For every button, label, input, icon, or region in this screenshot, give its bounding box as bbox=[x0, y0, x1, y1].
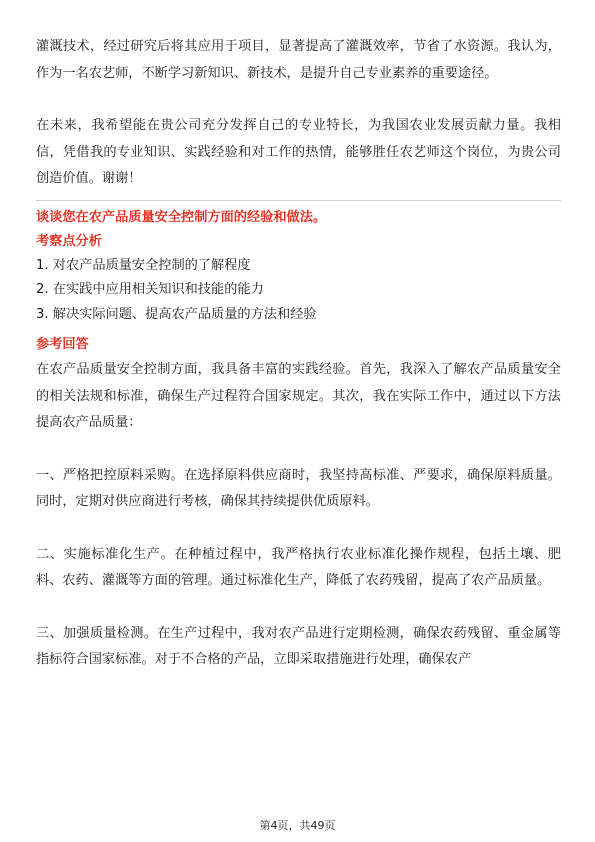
spacer bbox=[36, 595, 561, 621]
question-title: 谈谈您在农产品质量安全控制方面的经验和做法。 bbox=[36, 209, 327, 225]
document-page bbox=[36, 34, 561, 674]
page-number: 第4页，共49页 bbox=[259, 819, 336, 832]
answer-paragraph: 一、严格把控原料采购。在选择原料供应商时，我坚持高标准、严要求，确保原料质量。同时，定期对供应商进行考核，确保其持续提供优质原料。 bbox=[36, 467, 561, 509]
analysis-heading: 考察点分析 bbox=[36, 233, 102, 249]
intro-paragraph-2: 在未来，我希望能在贵公司充分发挥自己的专业特长，为我国农业发展贡献力量。我相信，凭借我的专业知识、实践经验和对工作的热情，能够胜任农艺师这个岗位，为贵公司创造价值。谢谢！ bbox=[36, 118, 561, 186]
answer-paragraph: 在农产品质量安全控制方面，我具备丰富的实践经验。首先，我深入了解农产品质量安全的相关法规和标准，确保生产过程符合国家规定。其次，我在实际工作中，通过以下方法提高农产品质量： bbox=[36, 362, 561, 430]
spacer bbox=[36, 437, 561, 463]
analysis-point: 3. 解决实际问题、提高农产品质量的方法和经验 bbox=[36, 306, 317, 322]
analysis-point: 2. 在实践中应用相关知识和技能的能力 bbox=[36, 282, 264, 297]
section-divider bbox=[36, 200, 561, 201]
analysis-point: 1. 对农产品质量安全控制的了解程度 bbox=[36, 257, 251, 273]
answer-heading: 参考回答 bbox=[36, 337, 89, 352]
intro-paragraph-1: 灌溉技术，经过研究后将其应用于项目，显著提高了灌溉效率，节省了水资源。我认为，作为一名农艺师，不断学习新知识、新技术，是提升自己专业素养的重要途径。 bbox=[36, 39, 561, 81]
answer-paragraph: 二、实施标准化生产。在种植过程中，我严格执行农业标准化操作规程，包括土壤、肥料、农药、灌溉等方面的管理。通过标准化生产，降低了农药残留，提高了农产品质量。 bbox=[36, 546, 561, 588]
answer-paragraph: 三、加强质量检测。在生产过程中，我对农产品进行定期检测，确保农药残留、重金属等指标符合国家标准。对于不合格的产品，立即采取措施进行处理，确保农产 bbox=[36, 625, 561, 667]
spacer bbox=[36, 516, 561, 542]
spacer bbox=[36, 87, 561, 113]
